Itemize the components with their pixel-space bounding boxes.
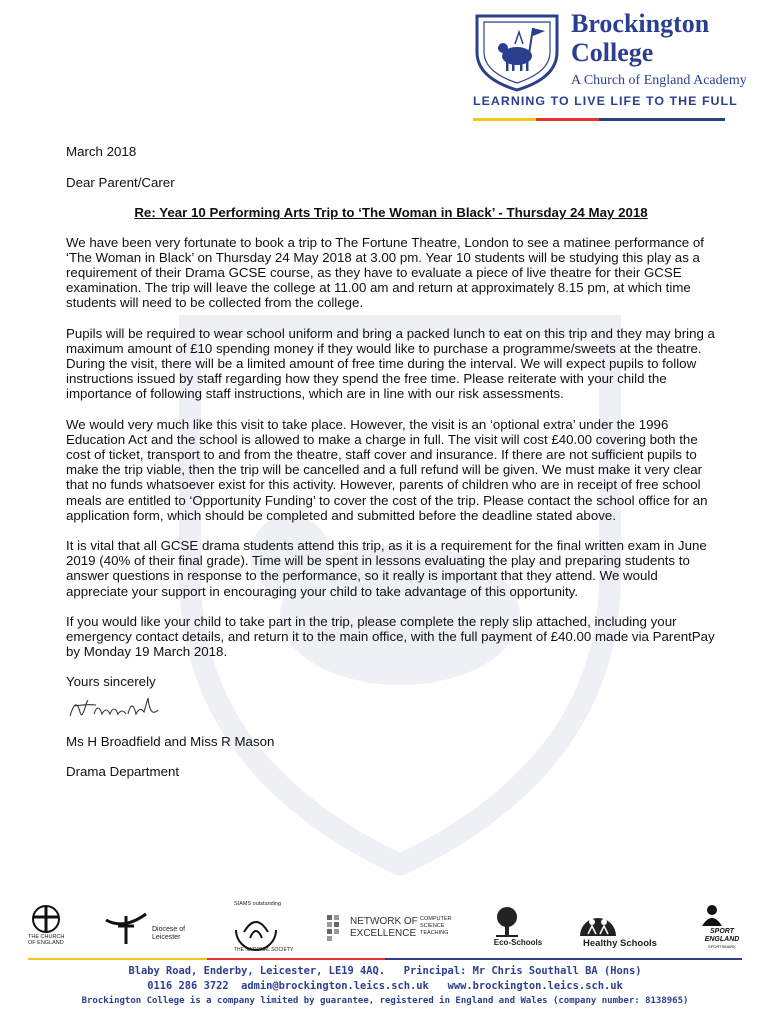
principal-name: Principal: Mr Chris Southall BA (Hons)	[403, 965, 642, 977]
letter-closing: Yours sincerely	[66, 674, 156, 690]
siams-national-society-logo	[228, 900, 308, 954]
network-side-label-2: SCIENCE	[420, 923, 445, 929]
sport-england-label-line2: ENGLAND	[704, 936, 740, 943]
healthy-schools-label: Healthy Schools	[583, 938, 657, 949]
healthy-schools-figures-icon	[578, 908, 618, 938]
school-website: www.brockington.leics.sch.uk	[447, 980, 623, 992]
letter-paragraph-5: If you would like your child to take part in the trip, please complete the reply slip attached, including your emergency contact details, and return it to the main office, with the full payment of £40.00 made via ParentPay by Monday 19 March 2018.	[66, 613, 715, 660]
network-grid-icon	[326, 914, 346, 942]
handwritten-signature-icon	[66, 692, 162, 726]
diocese-figure-icon	[104, 910, 148, 946]
header-color-stripe	[473, 118, 725, 121]
stripe-blue-2	[662, 118, 725, 121]
stripe-blue	[599, 118, 662, 121]
church-cross-icon	[28, 904, 64, 934]
school-email: admin@brockington.leics.sch.uk	[241, 980, 429, 992]
department-name: Drama Department	[66, 763, 180, 779]
footer-stripe-blue	[385, 958, 564, 960]
footer-stripe-yellow	[28, 958, 207, 960]
accreditation-logos	[0, 900, 770, 956]
college-name-line1: Brockington	[571, 9, 710, 38]
footer-stripe-red	[207, 958, 386, 960]
college-name-line2: College	[571, 38, 654, 67]
eco-schools-label: Eco-Schools	[493, 938, 543, 947]
sport-figure-icon	[698, 904, 726, 928]
stripe-yellow	[473, 118, 536, 121]
letter-footer	[0, 964, 770, 1008]
letter-paragraph-3: We would very much like this visit to take place. However, the visit is an ‘optional extra’ under the 1996 Education Act and the school is allowed to make a charge in full. The visit will cost £40.00 covering both the cost of ticket, transport to and from the theatre, staff cover and insurance. If there are not sufficient pupils to make the trip viable, then the trip will be cancelled and a full refund will be given. We must make it very clear that no funds whatsoever exist for this activity. However, parents of children who are in receipt of free school meals are entitled to ‘Opportunity Funding’ to cover the cost of the trip. Please contact the school office for an application form, which should be completed and submitted before the deadline stated above.	[66, 416, 708, 523]
letter-paragraph-1: We have been very fortunate to book a trip to The Fortune Theatre, London to see a matinee performance of ‘The Woman in Black’ on Thursday 24 May 2018 at 3.00 pm. Year 10 students will be studying this play as a requirement of their Drama GCSE course, as they have to evaluate a piece of live theatre for their GCSE examination. The trip will leave the college at 11.00 am and return at approximately 8.15 pm, at which time students will need to be collected from the college.	[66, 234, 704, 311]
eco-tree-icon	[492, 906, 522, 938]
national-society-label: THE NATIONAL SOCIETY	[234, 947, 294, 953]
diocese-label: Diocese of Leicester	[152, 926, 186, 941]
letterhead	[0, 0, 770, 125]
footer-color-stripe	[28, 958, 742, 960]
letter-subject: Re: Year 10 Performing Arts Trip to ‘The Woman in Black’ - Thursday 24 May 2018	[134, 205, 648, 221]
network-of-excellence-logo	[326, 914, 456, 944]
school-phone: 0116 286 3722	[147, 980, 229, 992]
stripe-red	[536, 118, 599, 121]
diocese-logo	[104, 910, 194, 950]
school-address: Blaby Road, Enderby, Leicester, LE19 4AQ.	[128, 965, 385, 977]
church-of-england-logo	[28, 904, 68, 946]
footer-stripe-blue-2	[564, 958, 743, 960]
network-side-label-1: COMPUTER	[420, 916, 452, 922]
sport-england-label-line1: SPORT	[710, 928, 734, 935]
healthy-schools-logo	[578, 908, 662, 952]
letter-paragraph-2: Pupils will be required to wear school uniform and bring a packed lunch to eat on this trip and they may bring a maximum amount of £10 spending money if they would like to purchase a programme/sweets at the theatre. During the visit, there will be a limited amount of free time during the interval. We will expect pupils to follow instructions issued by staff regarding how they spend the free time. Please reiterate with your child the importance of following staff instructions, which are in line with our risk assessments.	[66, 325, 715, 402]
church-of-england-label: THE CHURCH OF ENGLAND	[28, 934, 65, 946]
network-label-line2: EXCELLENCE	[350, 928, 417, 939]
college-crest-icon	[471, 12, 563, 92]
footer-address-line	[0, 964, 770, 979]
letter-paragraph-4: It is vital that all GCSE drama students attend this trip, as it is a requirement for the final written exam in June 2019 (40% of their final grade). Time will be spent in lessons evaluating the play and preparing students to answer questions in response to the performance, so it really is important that they attend. We would appreciate your support in encouraging your child to take advantage of this opportunity.	[66, 538, 707, 599]
signatory-names: Ms H Broadfield and Miss R Mason	[66, 733, 275, 749]
sport-england-logo	[698, 904, 746, 954]
letter-salutation: Dear Parent/Carer	[66, 175, 175, 191]
siams-label: SIAMS outstanding	[234, 901, 282, 907]
footer-contact-line	[0, 979, 770, 994]
sportsmark-label: SPORTSMARK	[708, 944, 736, 949]
college-name	[571, 9, 709, 67]
college-subtitle: A Church of England Academy	[571, 73, 747, 88]
eco-schools-logo	[492, 906, 544, 952]
company-registration-note: Brockington College is a company limited by guarantee, registered in England and Wales (company number: 8138965)	[81, 996, 689, 1006]
network-side-label-3: TEACHING	[420, 930, 449, 936]
college-motto: LEARNING TO LIVE LIFE TO THE FULL	[473, 94, 738, 108]
network-label-line1: NETWORK OF	[350, 916, 418, 927]
letter-date: March 2018	[66, 144, 137, 159]
letter-body	[66, 144, 716, 794]
